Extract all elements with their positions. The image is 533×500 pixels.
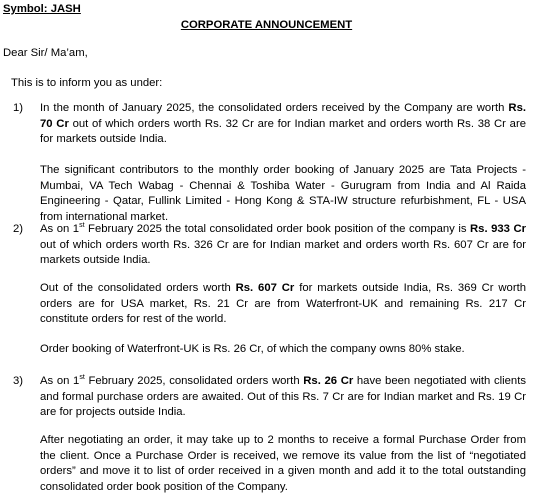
item-number: 1) xyxy=(13,102,24,114)
item-2-paragraph-3: Order booking of Waterfront-UK is Rs. 26 Cr, of which the company owns 80% stake. xyxy=(40,343,465,355)
item-number: 2) xyxy=(13,223,24,235)
item-2-paragraph-2: Out of the consolidated orders worth Rs. 607 Cr for markets outside India, Rs. 369 Cr worth orders are for USA market, Rs. 21 Cr are from Waterfront-UK and remaining Rs. 217 Cr constitute orders for rest of the world. xyxy=(40,282,527,326)
item-2-paragraph-1: As on 1st February 2025 the total consolidated order book position of the company is Rs. 933 Cr out of which orders worth Rs. 326 Cr are for Indian market and orders worth Rs. 607 Cr are for markets outside India. xyxy=(40,222,527,267)
item-3-paragraph-2: After negotiating an order, it may take up to 2 months to receive a formal Purchase Order from the client. Once a Purchase Order is received, we remove its value from the list of “negotiated orders” and move it to list of order received in a given month and add it to the total outstanding consolidated order book position of the Company. xyxy=(40,434,526,493)
symbol-label: Symbol: JASH xyxy=(3,3,81,15)
item-number: 3) xyxy=(13,375,24,387)
intro-text: This is to inform you as under: xyxy=(11,77,163,89)
item-3-paragraph-1: As on 1st February 2025, consolidated orders worth Rs. 26 Cr have been negotiated with clients and formal purchase orders are awaited. Out of this Rs. 7 Cr are for Indian market and Rs. 19 Cr are for projects outside India. xyxy=(40,374,527,419)
page-title: CORPORATE ANNOUNCEMENT xyxy=(180,19,353,31)
salutation: Dear Sir/ Ma’am, xyxy=(3,47,88,59)
item-1-paragraph-2: The significant contributors to the monthly order booking of January 2025 are Tata Projects - Mumbai, VA Tech Wabag - Chennai & Toshiba Water - Gurugram from India and Al Raida Engineering - Qatar, Fullink Limited - Hong Kong & STA-IW structure refurbishment, FL - USA from international market. xyxy=(40,164,526,223)
item-1-paragraph-1: In the month of January 2025, the consolidated orders received by the Company are worth Rs. 70 Cr out of which orders worth Rs. 32 Cr are for Indian market and orders worth Rs. 38 Cr are for markets outside India. xyxy=(40,102,526,146)
